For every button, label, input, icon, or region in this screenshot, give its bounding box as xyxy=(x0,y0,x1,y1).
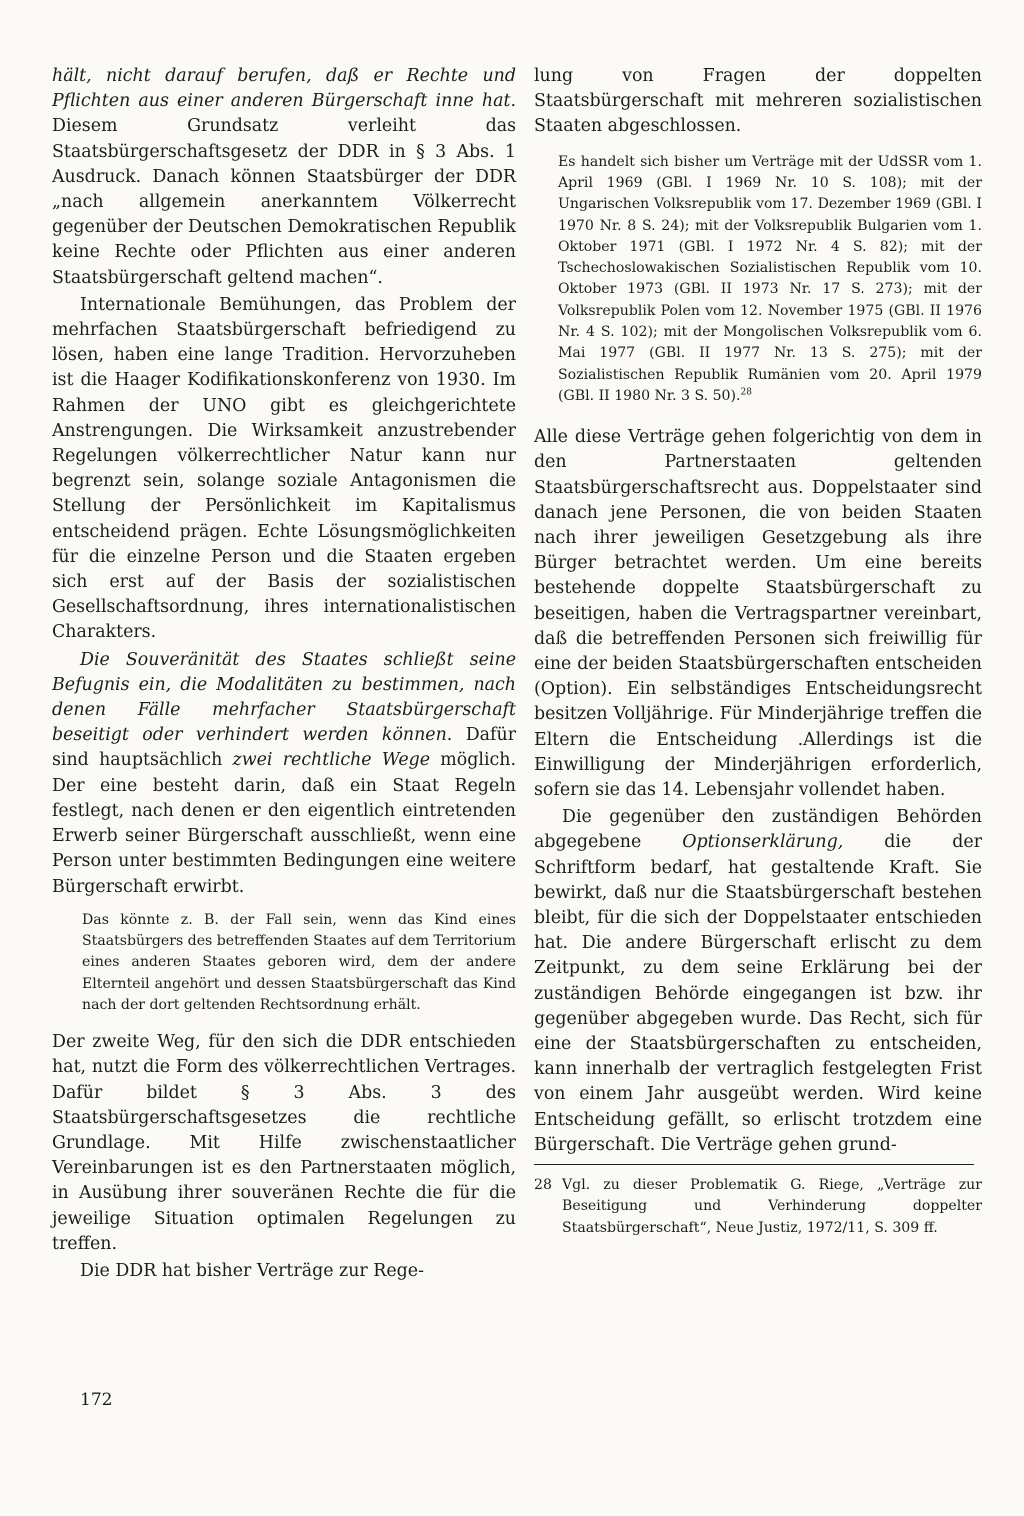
right-small-text: Es handelt sich bisher um Verträge mit der UdSSR vom 1. April 1969 (GBl. I 1969 Nr. 10 S. 108); mit der Ungarischen Volksrepublik vom 17. Dezember 1969 (GBl. I 1970 Nr. 8 S. 24); mit der Volksrepublik Bulgarien vom 1. Oktober 1971 (GBl. I 1972 Nr. 4 S. 82); mit der Tschechoslowakischen Sozialistischen Republik vom 10. Oktober 1973 (GBl. II 1973 Nr. 17 S. 273); mit der Volksrepublik Polen vom 12. November 1975 (GBl. II 1976 Nr. 4 S. 102); mit der Mongolischen Volksrepublik vom 6. Mai 1977 (GBl. II 1977 Nr. 13 S. 275); mit der Sozialistischen Republik Rumänien vom 20. April 1979 (GBl. II 1980 Nr. 3 S. 50). xyxy=(558,153,982,404)
footnote-reference: 28 xyxy=(740,387,752,398)
footnote xyxy=(534,1175,982,1239)
right-p3-italic: Optionserklärung, xyxy=(682,832,844,853)
footnote-text: Vgl. zu dieser Problematik G. Riege, „Verträge zur Beseitigung und Verhinderung doppelter Staatsbürgerschaft“, Neue Justiz, 1972/11, S. 309 ff. xyxy=(562,1177,982,1236)
left-paragraph-4: Der zweite Weg, für den sich die DDR entschieden hat, nutzt die Form des völkerrechtlichen Vertrages. Dafür bildet § 3 Abs. 3 des Staatsbürgerschaftsgesetzes die rechtliche Grundlage. Mit Hilfe zwischenstaatlicher Vereinbarungen ist es den Partnerstaaten möglich, in Ausübung ihrer souveränen Rechte die für die jeweilige Situation optimalen Regelungen zu treffen. xyxy=(52,1032,516,1254)
right-paragraph-1: lung von Fragen der doppelten Staatsbürgerschaft mit mehreren sozialistischen Staaten abgeschlossen. xyxy=(534,66,982,137)
right-paragraph-2: Alle diese Verträge gehen folgerichtig von dem in den Partnerstaaten geltenden Staatsbürgerschaftsrecht aus. Doppelstaater sind danach jene Personen, die von beiden Staaten nach ihrer jeweiligen Gesetzgebung als ihre Bürger betrachtet werden. Um eine bereits bestehende doppelte Staatsbürgerschaft zu beseitigen, haben die Vertragspartner vereinbart, daß die betreffenden Personen sich freiwillig für eine der beiden Staatsbürgerschaften entscheiden (Option). Ein selbständiges Entscheidungsrecht besitzen Volljährige. Für Minderjährige treffen die Eltern die Entscheidung .Allerdings ist die Einwilligung der Minderjährigen erforderlich, sofern sie das 14. Lebensjahr vollendet haben. xyxy=(534,427,982,801)
left-small-print: Das könnte z. B. der Fall sein, wenn das Kind eines Staatsbürgers des betreffenden Staates auf dem Territorium eines anderen Staates geboren wird, dem der andere Elternteil angehört und dessen Staatsbürgerschaft das Kind nach der dort geltenden Rechtsordnung erhält. xyxy=(82,911,516,1013)
right-column xyxy=(534,64,982,1239)
footnote-divider xyxy=(534,1164,974,1165)
left-p3-mid: Dafür sind hauptsächlich xyxy=(52,725,517,771)
right-p3-text-a: Die gegenüber den zuständigen Behörden abgegebene xyxy=(534,807,982,853)
footnote-number: 28 xyxy=(534,1177,552,1194)
left-p1-italic: hält, nicht darauf berufen, daß er Rechte und Pflichten aus einer anderen Bürgerschaft inne hat. xyxy=(52,66,516,112)
left-paragraph-1 xyxy=(52,64,516,291)
right-small-print xyxy=(558,152,982,408)
page-number: 172 xyxy=(80,1390,113,1410)
left-column xyxy=(52,64,516,1284)
left-p3-italic-1: Die Souveränität des Staates schließt seine Befugnis ein, die Modalitäten zu bestimmen, nach denen Fälle mehrfacher Staatsbürgerschaft beseitigt oder verhindert werden können. xyxy=(52,649,516,746)
left-paragraph-5: Die DDR hat bisher Verträge zur Rege- xyxy=(80,1261,424,1282)
left-p3-rest: möglich. Der eine besteht darin, daß ein Staat Regeln festlegt, nach denen er den eigentlich eintretenden Erwerb seiner Bürgerschaft ausschließt, wenn eine Person unter bestimmten Bedingungen eine weitere Bürgerschaft erwirbt. xyxy=(52,750,516,897)
right-paragraph-3 xyxy=(534,805,982,1158)
right-p3-text-b: die der Schriftform bedarf, hat gestaltende Kraft. Sie bewirkt, daß nur die Staatsbürgerschaft bestehen bleibt, für die sich der Doppelstaater entschieden hat. Die andere Bürgerschaft erlischt zu dem Zeitpunkt, zu dem seine Erklärung bei der zuständigen Behörde eingegangen ist bzw. ihr gegenüber abgegeben wurde. Das Recht, sich für eine der Staatsbürgerschaften zu entscheiden, kann innerhalb der vertraglich festgelegten Frist von einem Jahr ausgeübt werden. Wird keine Entscheidung gefällt, so erlischt trotzdem eine Bürgerschaft. Die Verträge gehen grund- xyxy=(534,832,983,1155)
left-paragraph-2: Internationale Bemühungen, das Problem der mehrfachen Staatsbürgerschaft befriedigend zu lösen, haben eine lange Tradition. Hervorzuheben ist die Haager Kodifikationskonferenz von 1930. Im Rahmen der UNO gibt es gleichgerichtete Anstrengungen. Die Wirksamkeit anzustrebender Regelungen völkerrechtlicher Natur kann nur begrenzt sein, solange soziale Antagonismen die Stellung der Persönlichkeit im Kapitalismus entscheidend prägen. Echte Lösungsmöglichkeiten für die einzelne Person und die Staaten ergeben sich erst auf der Basis der sozialistischen Gesellschaftsordnung, ihres internationalistischen Charakters. xyxy=(52,294,516,643)
left-p1-text: Diesem Grundsatz verleiht das Staatsbürgerschaftsgesetz der DDR in § 3 Abs. 1 Ausdruck. Danach können Staatsbürger der DDR „nach allgemein anerkanntem Völkerrecht gegenüber der Deutschen Demokratischen Republik keine Rechte oder Pflichten aus einer anderen Staatsbürgerschaft geltend machen“. xyxy=(52,116,516,288)
left-paragraph-3 xyxy=(52,648,516,900)
left-p3-italic-2: zwei rechtliche Wege xyxy=(232,750,431,771)
